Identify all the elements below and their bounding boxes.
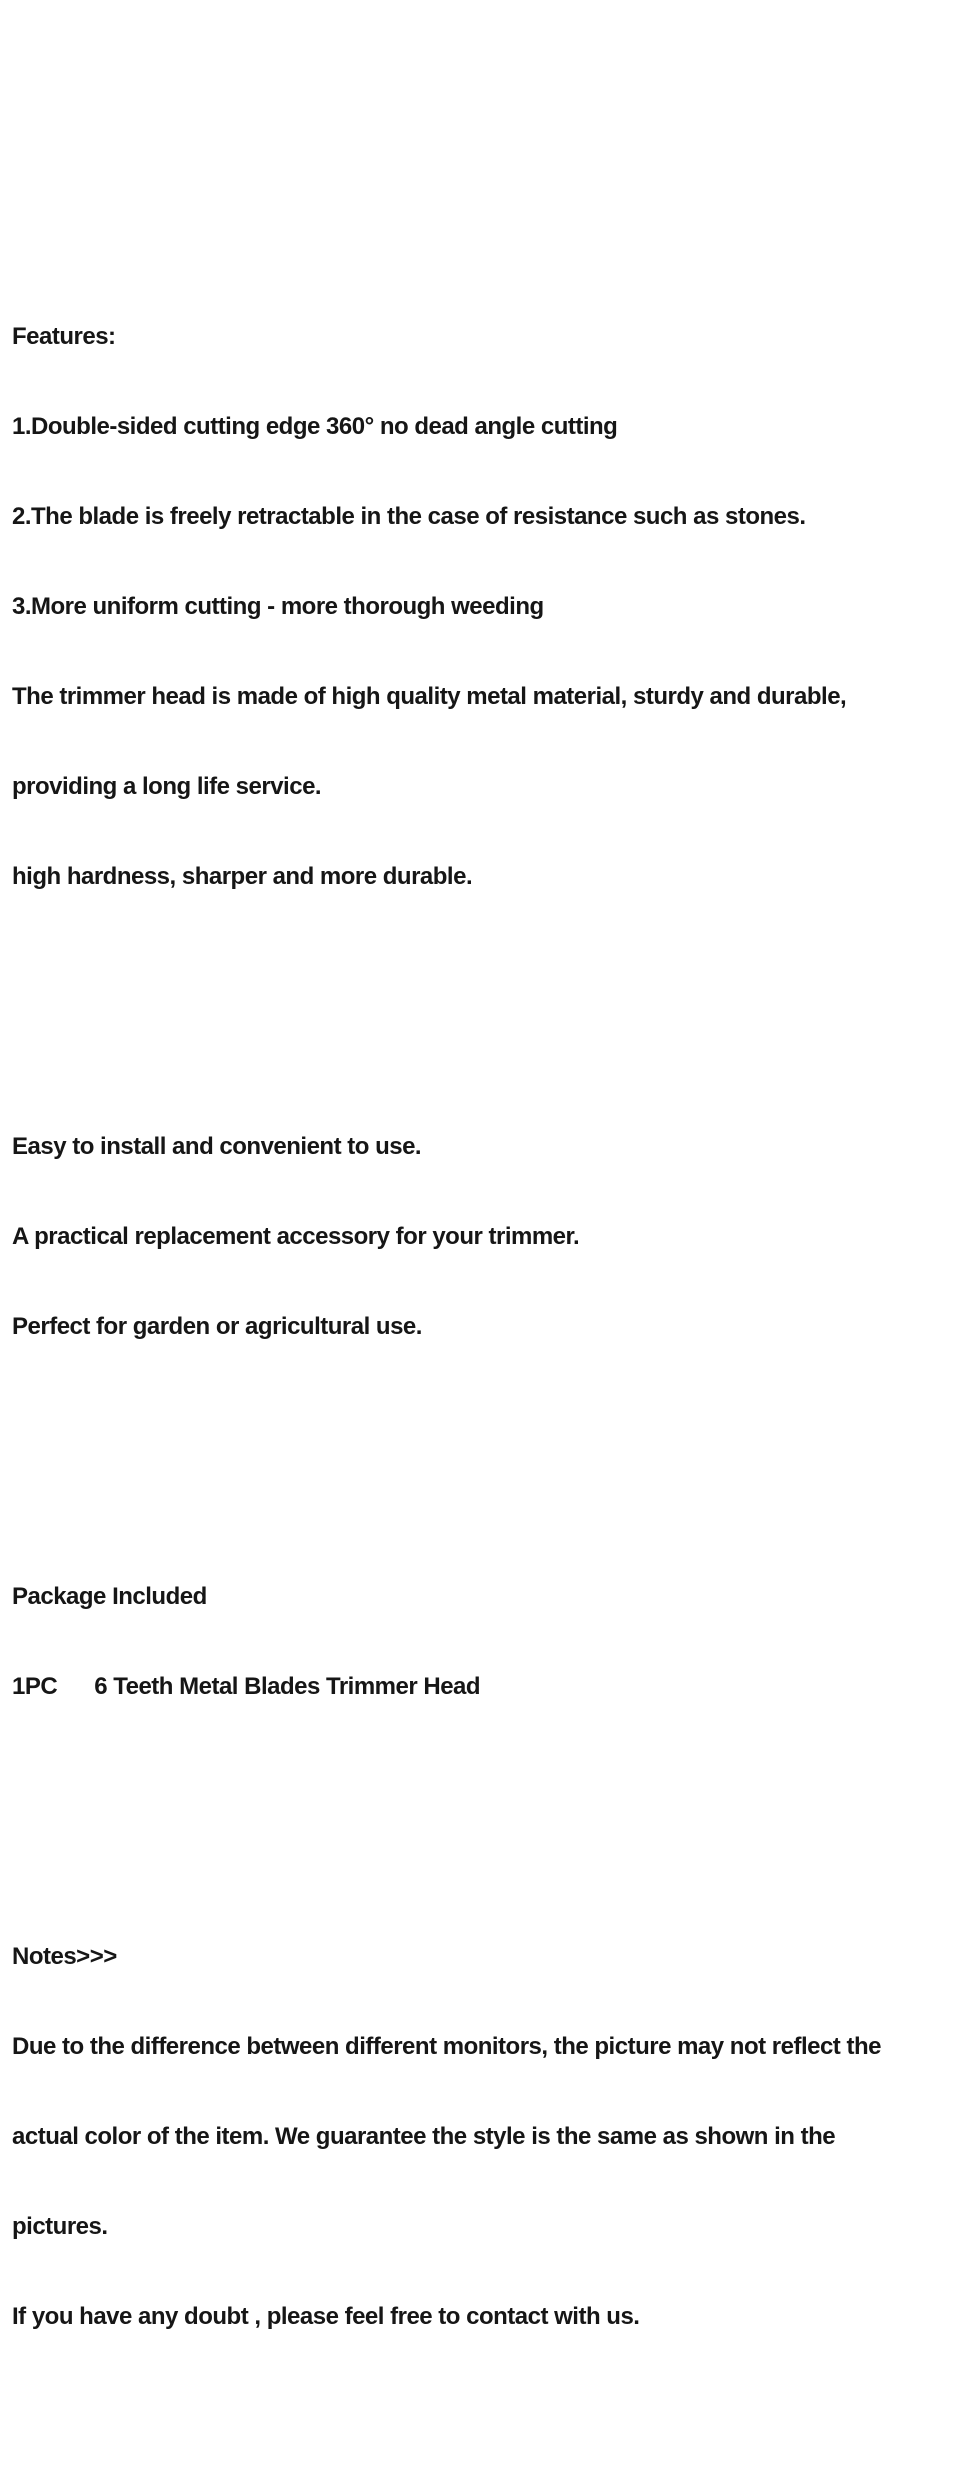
feature-detail-2: providing a long life service. — [12, 773, 322, 800]
usage-line-2: A practical replacement accessory for your trimmer. — [12, 1223, 580, 1250]
description-text-block — [12, 172, 956, 2482]
feature-line-1: 1.Double-sided cutting edge 360° no dead angle cutting — [12, 413, 618, 440]
notes-line-4: If you have any doubt , please feel free to contact with us. — [12, 2303, 640, 2330]
notes-heading: Notes>>> — [12, 1943, 117, 1970]
feature-detail-1: The trimmer head is made of high quality metal material, sturdy and durable, — [12, 683, 847, 710]
notes-line-3: pictures. — [12, 2213, 108, 2240]
feature-line-2: 2.The blade is freely retractable in the case of resistance such as stones. — [12, 503, 806, 530]
usage-line-3: Perfect for garden or agricultural use. — [12, 1313, 422, 1340]
package-section — [12, 1522, 956, 1762]
feature-line-3: 3.More uniform cutting - more thorough weeding — [12, 593, 544, 620]
usage-section — [12, 1072, 956, 1402]
features-section — [12, 262, 956, 952]
usage-line-1: Easy to install and convenient to use. — [12, 1133, 422, 1160]
notes-section — [12, 1882, 956, 2392]
feature-detail-3: high hardness, sharper and more durable. — [12, 863, 473, 890]
notes-line-2: actual color of the item. We guarantee the style is the same as shown in the — [12, 2123, 836, 2150]
notes-line-1: Due to the difference between different monitors, the picture may not reflect the — [12, 2033, 881, 2060]
features-heading: Features: — [12, 323, 116, 350]
package-contents: 1PC 6 Teeth Metal Blades Trimmer Head — [12, 1673, 481, 1700]
package-heading: Package Included — [12, 1583, 207, 1610]
